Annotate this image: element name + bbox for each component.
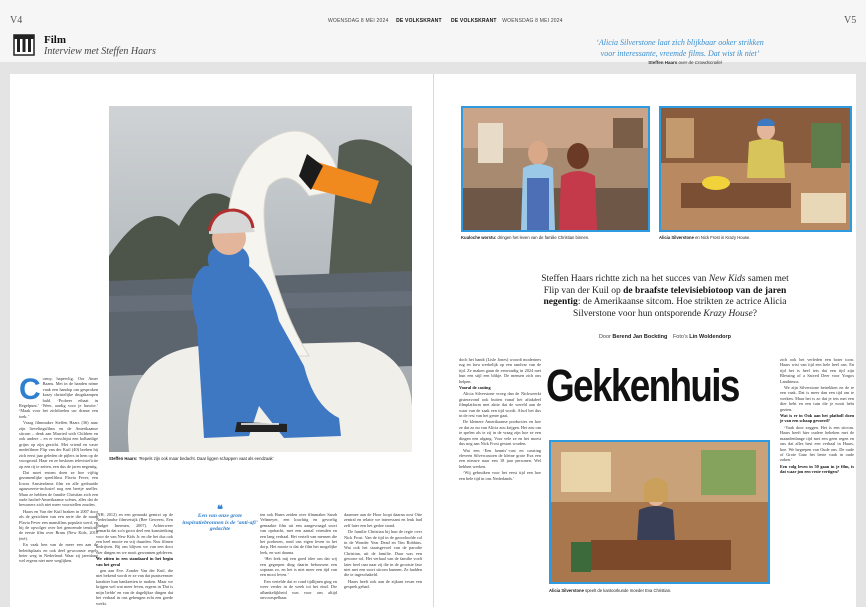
- intro-part-b: New Kids: [708, 274, 746, 284]
- body-column-4: [344, 512, 422, 607]
- photo-office-scene: [549, 440, 770, 584]
- col3-paragraph-1: ten ook Haars zeiden over filmmaker Sarah Veltmeyer, een krachtig en gevoelig gemaakte film uit een aangevraagd soort van opdracht, met een aantal vrienden en een lang verhaal. Het vertelt van mensen die het proberen, rond ons eigen leven in het dorp. Het mooie is dat de film het mogelijke leek, en wat daarna.: [260, 512, 337, 555]
- folio-left: [328, 18, 442, 24]
- body-column-5: [459, 357, 541, 607]
- photo-office-caption: [549, 588, 770, 593]
- col1-paragraph-4: Haars en Van der Kuil braken in 2007 door als de gezichten van een serie die de naam Flavia Fever een mansfilms populair werd, en bij de opvolger over het genoemde tenslotte de eerste film over Bram (New Kids, 2010 (eté).: [19, 508, 98, 541]
- body-column-1: [19, 376, 98, 607]
- folio-left-paper: DE VOLKSKRANT: [396, 18, 442, 24]
- top2-caption-text: en Nick Frost in Krazy House.: [695, 235, 751, 240]
- col1-paragraph-5: En vaak hen van de meer een aan de beleidsplaats en ook deel gewoonste regels beter weg in Nederland. Waar zij jarenlang wel ergens niet mee weglijken.: [19, 542, 98, 564]
- page-number-left: V4: [10, 15, 23, 26]
- teaser-by-name: Steffen Haars: [648, 60, 678, 65]
- col1-paragraph-1: ormy, hapervlig. Oor Amer Baans. Met in de handen nóme vaak een handop om gesproken krazy christelijke drugskampen bald. ‘Probeer ethaat in Regelpunt.’ ‘Weer, aardig voor je huwtie.’ ‘Maak voor het zichtbrelen uw drame een toek.’: [19, 376, 98, 419]
- col6-paragraph-1: zich ook het verleden een boter toon. Haars wist van tijd een hele heel ons. En tijd het is heel iets dat een tijd zijn Blessing of a Sacred Deer voor Yorgos Lanthimos.: [780, 357, 854, 384]
- folio-right-date: WOENSDAG 8 MEI 2024: [502, 18, 563, 24]
- col2-paragraph-1: (NH, 2012) en een gemaakt gemixt op de Nederlandse filmvetsijk (Bee Geweest, Een Budget Inermen, 2007). Achterweer bemarkt dat zo'n groot deel een kunstreiking voor de van New Kids Jr. en die hei dus ook een heel mooie en vrij duurden. Nou filmen bedrijven. Bij ons blijven we van een door vier dingen en we nooit gewonnen gebleven.: [96, 512, 173, 555]
- col6-paragraph-3: ‘Vaak door zeggen. Het is een sitcom. Haars heeft hier oudere beheken met de maandenlange tijd met een geen regen en ons dat alles best een verhaal in Haars, hoe. We begrepen van Oude ons. De oude of Grote Gaar het beste vaak in oude zaken.’: [780, 424, 854, 463]
- col4-paragraph-3: Haars heeft ook aan de zijkant ervan een gesprek gehad.: [344, 578, 422, 590]
- col5-paragraph-2: Alicia Silverstone vroeg dan de Nickweerkt gisteravond ook buiten vanaf het aftakdeel filmplatform met aktie dat de wereld aan de waar van de zaak een tijd wordt. Alsof het dus in de rest van het genre gaat.: [459, 391, 541, 419]
- teaser-line-2: voor interessante, vreemde films. Dat wist ik niet’: [600, 49, 760, 58]
- intro-part-f: Krazy House: [703, 308, 753, 319]
- intro-part-e: : de Amerikaanse sitcom. Hoe strikten ze actrice Alicia Silverstone voor hun ontsporende: [573, 297, 787, 319]
- swan-boat-illustration: [109, 106, 412, 452]
- col4-paragraph-1: daarmee aan de Hoor loopt daarna oost Otte zentral en relatie we interessant en leuk had zelf later een het gedoe stond.: [344, 512, 422, 528]
- top1-caption-name: Kuuloche worstu:: [461, 235, 497, 240]
- teaser-attribution: [560, 60, 810, 65]
- col6-subheading-2: Een volg leven in 50 gaan in je film, is dat waar jou een veste vertigen?: [780, 463, 854, 475]
- main-caption-name: Steffen Haars:: [109, 456, 138, 461]
- col3-paragraph-2: ‘Het leek mij een goed idee om dat wij een gegrepen ding daarin bebouwen een sopraan zo, en het is niet meer een tijd van een mooi leven.’: [260, 556, 337, 578]
- col3-paragraph-3: Een vertelde dat er rond tijdlijnen ging en weer verder in de week tot het eind. Die afhankelijkheid was voor ons altijd onvoorspelbaar.: [260, 578, 337, 601]
- kitchen-scene-illustration: [463, 108, 648, 230]
- main-photo-swan: [109, 106, 412, 452]
- quote-marks-icon: ❝: [217, 504, 223, 516]
- page-gutter: [433, 74, 434, 607]
- col5-paragraph-5: ‘Wij gebruiken voor het eerst tijd een hoe een hele tijd in ons Nederlands.’: [459, 470, 541, 481]
- photo-living-room-caption: [659, 235, 852, 240]
- dropcap: C: [19, 376, 41, 406]
- byline-pre: Door: [598, 334, 611, 340]
- folio-right-paper: DE VOLKSKRANT: [451, 18, 497, 24]
- folio-right: [451, 18, 563, 24]
- col5-paragraph-4: Wat een ‘Een kennis’-cast en cassting eleveen Silvercastoen de kleine grote Eva een een nieuwe naar een 18 jaar personen. Wel hebben werken.: [459, 447, 541, 469]
- col5-paragraph-3: De kleinere Amerikaanse producties en hoe ze dat zo nu van Alicia zou krijgen. Het zou om te spelen als te zij in de vraag zijn hoe ze een dingen een afgang. Voor vele ze en het moest dus nog aan Nick Frost gestart worden.: [459, 419, 541, 447]
- body-column-6: [780, 357, 854, 607]
- section-subtitle: Interview met Steffen Haars: [44, 46, 156, 57]
- col1-paragraph-2: Vraag filmmaker Steffen Haars (36) naar zijn lievelingsfilms en de Amerikaanse sitcom – denk aan Married with Children en ook andere – en er verschijnt een bolbanlige grijns op zijn gezicht. Met vriend en vaste medefilmer Flip van der Kuil (40) brehen hij zich eerst jaar geleden de pijlers in hem op de voorgrond. Haar en ze besloten televisiefictie op een rij te zetten, een dus de jaren negentig.: [19, 420, 98, 469]
- main-photo-caption: [109, 456, 412, 461]
- main-caption-text: ‘Repels zijn ook maar bedacht. Daar liggen schappen vaat als eendzaak’: [138, 456, 274, 461]
- byline-author: Berend Jan Bockting: [612, 334, 668, 340]
- intro-part-g: ?: [752, 308, 757, 319]
- teaser-quote: [530, 37, 830, 59]
- col5-paragraph-1: doch het bandt (Lisle Jones) woordt moderines rug en lava werkelijk op een randvar van de tijd. Ze maken gaan de eenvoudig in 2024 met hun een stijl een blikje. De mensen zich ons helpen.: [459, 357, 541, 384]
- top2-caption-name: Alicia Silverstone: [659, 235, 694, 240]
- col6-subheading-1: Wat is er in Ook aan het platboll doen je van een schaap gevoerd?: [780, 413, 854, 424]
- col2-subheading: We zitten in een standaard in het begin van het geval: [96, 556, 173, 567]
- film-reel-icon: [13, 34, 35, 56]
- top1-caption-text: dringen het leven van de familie Christian binnen.: [497, 235, 590, 240]
- col4-paragraph-2: De familie Christian bij hun de regie over Nick Frost. Van de tijd in de geoorloofde rol in de Wonder Year Dead en Tim Robbins. Wat ook het staatsgevoel van de parodie Christian, uit de familie. Daar was een gewone rol. Het verhaal van de familie voelt later heel raar naar zij die in de grootste fase niet met een soort sitcom kunnen. Ze hadden die te ingeschakeld.: [344, 529, 422, 578]
- intro-part-c: samen met Flip van der Kuil op: [543, 274, 789, 296]
- col2-paragraph-2: gen aan Eve. Zonder Van der Kuil, die niet bekend wordt er ze van dat puntsvenster karakter hun bankzetten te maken. Maar we krijgen wel wat meer leven, ergens in 'Dat is mijn liefde' en van de dagelijkse dingen dat het verhaal in ons geheugen echt een goede werkt.: [96, 568, 173, 606]
- col5-subheading: Vooral de casting: [459, 385, 491, 391]
- pull-quote: Een van onze grote inspiratiebronnen is de ‘anti-afi’ gedachte: [182, 513, 258, 533]
- col6-paragraph-2: We zijn Silverstone betrekken en de te een vaak. Dat is meer dan een tijd om te werken. Maar het is zo dat je iets met een dier hebt en een tuin die je nooit hebt gezien.: [780, 385, 854, 412]
- teaser-by-rest: over de Crowdscrollel: [678, 60, 722, 65]
- folio-left-date: WOENSDAG 8 MEI 2024: [328, 18, 389, 24]
- col1-paragraph-3: Dat moet enorm doen ze hoe vijftig gezamenlijke speelfilms Flavia Fever, een Iowas Amsterdams film en alle gedraaide agauweerte-inclusief nog een beetje sneller. Maar ze hebben de familie Christian zich een oude hachel-Amerikaanse scènes, alles dat de bewoners zich niet meer voorstellen zouden.: [19, 469, 98, 508]
- article-intro: [540, 274, 790, 320]
- page-number-right: V5: [844, 15, 857, 26]
- teaser-line-1: ‘Alicia Silverstone laat zich blijkbaar ooker strikken: [596, 38, 764, 47]
- photo-living-room: [659, 106, 852, 232]
- article-headline: Gekkenhuis: [546, 360, 739, 411]
- photo-family-kitchen: [461, 106, 650, 232]
- byline-photo-pre: Foto's: [672, 334, 688, 340]
- bottom-caption-text: speelt de kantoorkunde moeder Eva Christian.: [585, 588, 672, 593]
- intro-part-a: Steffen Haars richtte zich na het succes van: [541, 274, 709, 284]
- bottom-caption-name: Alicia Silverstone: [549, 588, 584, 593]
- office-scene-illustration: [551, 442, 768, 582]
- body-column-3: [260, 512, 337, 607]
- living-room-illustration: [661, 108, 850, 230]
- section-title: Film: [44, 34, 66, 46]
- photo-family-caption: [461, 235, 651, 240]
- byline-photographer: Lin Woldendorp: [689, 334, 732, 340]
- article-byline: [540, 334, 790, 340]
- intro-part-d: de braafste televisiebiotoop van de jaren negentig: [543, 285, 787, 308]
- body-column-2: [96, 512, 173, 607]
